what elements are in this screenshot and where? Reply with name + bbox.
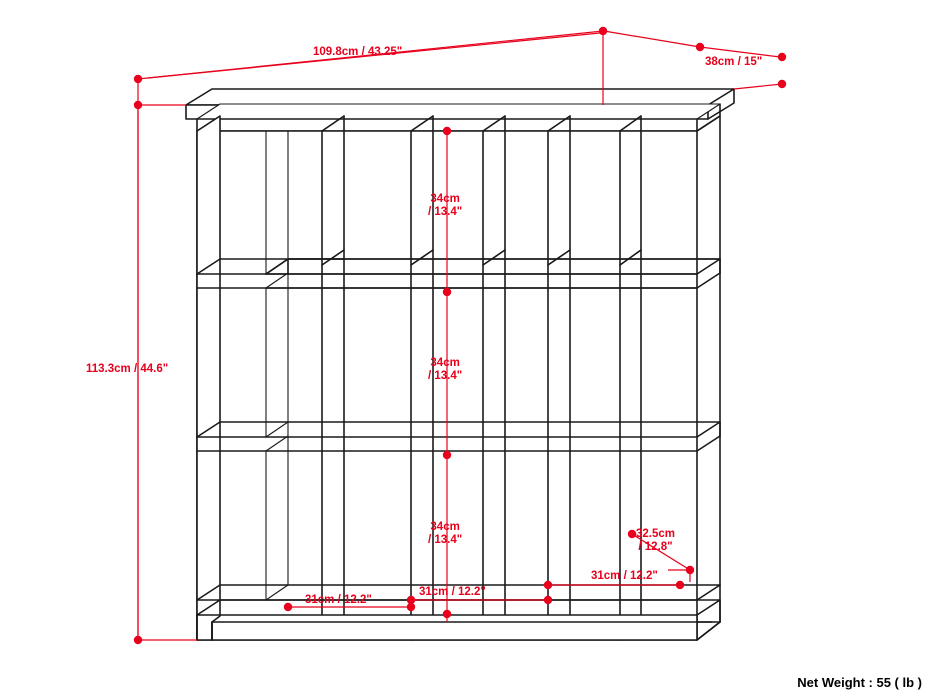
cube-width-left-label: 31cm / 12.2" bbox=[305, 594, 372, 606]
overall-width-label: 109.8cm / 43.25" bbox=[313, 46, 403, 58]
overall-height-label: 113.3cm / 44.6" bbox=[86, 363, 169, 375]
cube-height-top-label: 34cm / 13.4" bbox=[428, 193, 463, 219]
net-weight-label: Net Weight : 55 ( lb ) bbox=[797, 675, 922, 690]
cube-width-center-label: 31cm / 12.2" bbox=[419, 586, 486, 598]
cube-width-right-label: 31cm / 12.2" bbox=[591, 570, 658, 582]
cube-depth-label: 32.5cm / 12.8" bbox=[636, 528, 676, 554]
cube-height-middle-label: 34cm / 13.4" bbox=[428, 357, 463, 383]
overall-depth-label: 38cm / 15" bbox=[705, 56, 763, 68]
cube-height-bottom-label: 34cm / 13.4" bbox=[428, 521, 463, 547]
